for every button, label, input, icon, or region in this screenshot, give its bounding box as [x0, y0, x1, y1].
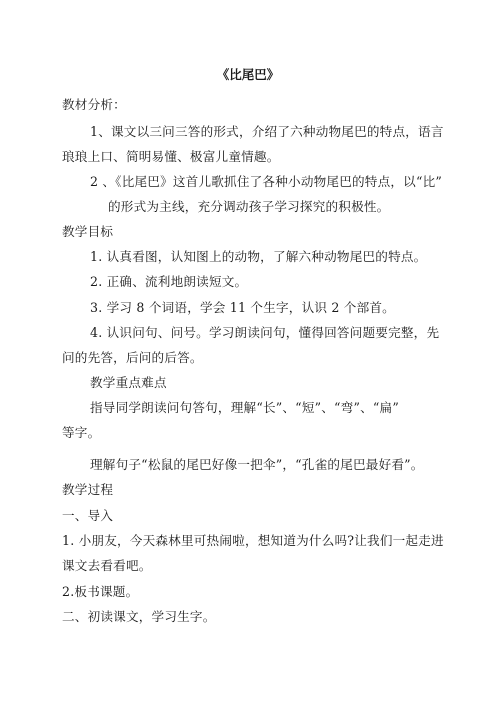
paragraph-line: 2.板书课题。	[62, 584, 139, 599]
document-title: 《比尾巴》	[216, 67, 280, 82]
list-item-continuation: 问的先答，后问的后答。	[62, 350, 203, 365]
list-item: 3. 学习 8 个词语，学会 11 个生字，认识 2 个部首。	[90, 300, 395, 315]
section-heading-key-points: 教学重点难点	[90, 375, 167, 390]
paragraph-line: 指导同学朗读问句答句，理解“长”、“短”、“弯”、“扁”	[90, 400, 399, 415]
paragraph-line: 琅琅上口、简明易懂、极富儿童情趣。	[62, 149, 280, 164]
section-heading-material-analysis: 教材分析：	[62, 97, 126, 112]
paragraph-line: 2 、《比尾巴》这首儿歌抓住了各种小动物尾巴的特点，以“比”	[90, 174, 443, 189]
section-heading-teaching-goals: 教学目标	[62, 224, 114, 239]
section-heading-teaching-process: 教学过程	[62, 482, 114, 497]
list-item: 1. 认真看图，认知图上的动物，了解六种动物尾巴的特点。	[90, 249, 427, 264]
paragraph-line: 1. 小朋友，今天森林里可热闹啦，想知道为什么吗?让我们一起走进	[62, 533, 444, 548]
paragraph-line: 课文去看看吧。	[62, 558, 152, 573]
subheading-introduction: 一、导入	[62, 508, 114, 523]
paragraph-line: 理解句子“松鼠的尾巴好像一把伞”，“孔雀的尾巴最好看”。	[90, 457, 424, 472]
list-item: 4. 认识问句、问号。学习朗读问句，懂得回答问题要完整，先	[90, 325, 440, 340]
list-item: 2. 正确、流利地朗读短文。	[90, 274, 248, 289]
paragraph-line: 的形式为主线，充分调动孩子学习探究的积极性。	[108, 199, 390, 214]
paragraph-line: 等字。	[62, 425, 101, 440]
subheading-first-reading: 二、初读课文，学习生字。	[62, 609, 216, 624]
paragraph-line: 1、课文以三问三答的形式，介绍了六种动物尾巴的特点，语言	[90, 124, 444, 139]
